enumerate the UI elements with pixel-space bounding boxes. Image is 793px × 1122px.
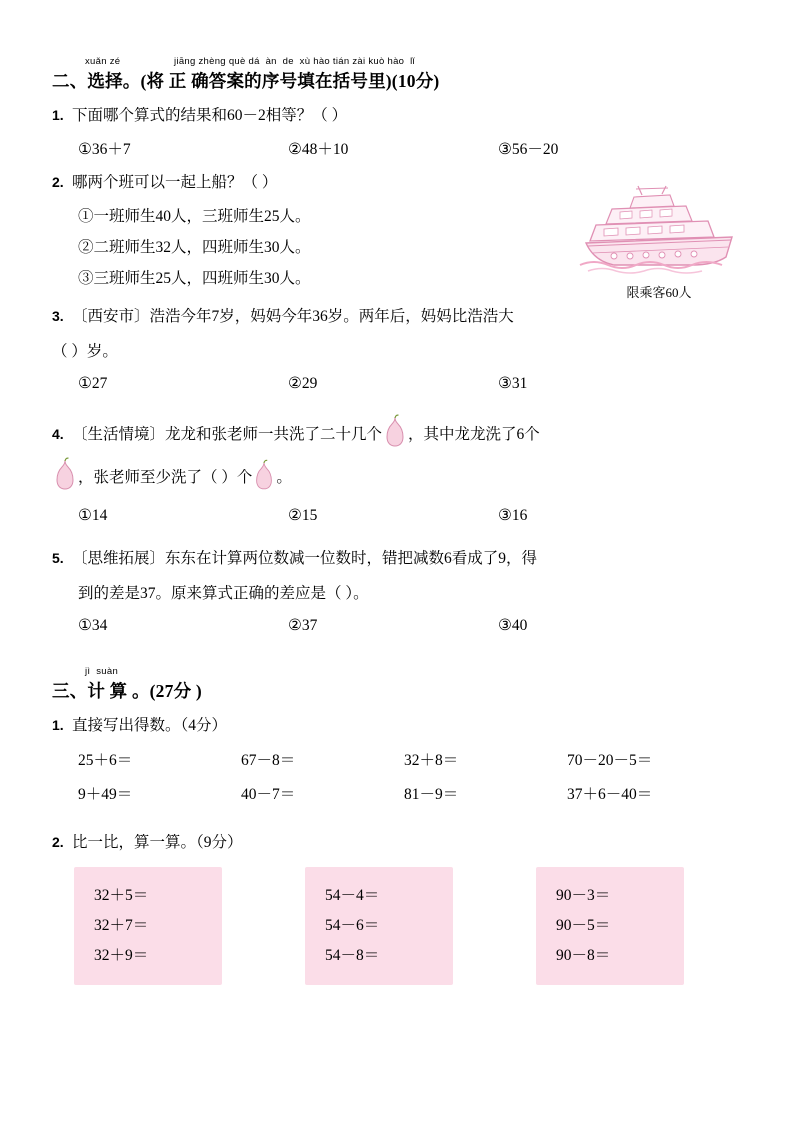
question-4-text-c: ，张老师至少洗了（ ）个 [78,469,253,486]
calc-1-item-3[interactable]: 32＋8＝ [404,752,459,769]
question-5-options [52,610,742,642]
calc-2-box-2 [305,867,453,985]
question-1-option-2[interactable]: ②48＋10 [288,141,349,158]
question-3-text-cont: （ ）岁。 [52,343,118,360]
question-5 [52,542,742,575]
calc-1-row-2 [52,778,742,812]
calc-2-box-1-item-1[interactable]: 32＋5＝ [94,887,149,904]
section-3-heading: 三、计 算 。(27分 ) [52,681,202,701]
question-3 [52,300,742,333]
boat-illustration-wrap [569,185,749,301]
question-3-option-3[interactable]: ③31 [498,375,528,392]
question-3-option-2[interactable]: ②29 [288,375,318,392]
question-4-text-b: ，其中龙龙洗了6个 [408,426,540,443]
calc-2-box-1 [74,867,222,985]
question-4-option-3[interactable]: ③16 [498,507,528,524]
question-3-number: 3. [52,308,64,324]
section-2-pinyin-row [52,56,742,68]
question-2-choice-1[interactable]: ①一班师生40人，三班师生25人。 [78,208,311,225]
question-4-options [52,500,742,532]
question-1-options [52,134,742,166]
calc-1 [52,709,742,742]
question-5-number: 5. [52,550,64,566]
calc-1-number: 1. [52,717,64,733]
question-4-text-a: 〔生活情境〕龙龙和张老师一共洗了二十几个 [72,426,383,443]
pear-icon [382,414,408,448]
question-2-choice-2[interactable]: ②二班师生32人，四班师生30人。 [78,239,311,256]
calc-2-box-3-item-2[interactable]: 90－5＝ [556,917,611,934]
question-4-option-1[interactable]: ①14 [78,507,108,524]
question-2-number: 2. [52,174,64,190]
section-3-pinyin-row [52,666,742,678]
question-1-number: 1. [52,107,64,123]
calc-2-box-2-item-1[interactable]: 54－4＝ [325,887,380,904]
calc-2-title: 比一比，算一算。（9分） [72,834,243,851]
pear-icon-2 [52,457,78,491]
question-4 [52,414,742,455]
question-4-number: 4. [52,426,64,442]
calc-2-box-3 [536,867,684,985]
calc-2 [52,826,742,859]
question-3-text: 〔西安市〕浩浩今年7岁，妈妈今年36岁。两年后，妈妈比浩浩大 [72,308,514,325]
calc-1-row-1 [52,744,742,778]
question-4-option-2[interactable]: ②15 [288,507,318,524]
section-2-heading: 二、选择。(将 正 确答案的序号填在括号里)(10分) [52,71,440,91]
question-2-choice-3[interactable]: ③三班师生25人，四班师生30人。 [78,270,311,287]
calc-1-item-5[interactable]: 9＋49＝ [78,786,133,803]
calc-2-box-2-item-2[interactable]: 54－6＝ [325,917,380,934]
calc-1-item-8[interactable]: 37＋6－40＝ [567,786,653,803]
calc-2-box-1-item-2[interactable]: 32＋7＝ [94,917,149,934]
pinyin-jiangzhengque: jiāng zhèng què dá àn de xù hào tián zài kuò hào lǐ [174,56,415,67]
question-2-text: 哪两个班可以一起上船？（ ） [72,174,278,191]
calc-2-number: 2. [52,834,64,850]
calc-2-boxes [52,867,742,985]
question-3-options [52,368,742,400]
boat-caption: 限乘客60人 [626,285,692,300]
question-5-text: 〔思维拓展〕东东在计算两位数减一位数时，错把减数6看成了9，得 [72,550,538,567]
calc-1-item-1[interactable]: 25＋6＝ [78,752,133,769]
question-4-text-d: 。 [276,469,292,486]
calc-1-title: 直接写出得数。（4分） [72,717,228,734]
question-1 [52,99,742,132]
calc-2-box-1-item-3[interactable]: 32＋9＝ [94,947,149,964]
question-1-option-1[interactable]: ①36＋7 [78,141,131,158]
calc-1-item-6[interactable]: 40－7＝ [241,786,296,803]
pear-icon-3 [252,459,276,491]
calc-2-box-3-item-1[interactable]: 90－3＝ [556,887,611,904]
boat-icon [574,262,744,279]
question-4-line2 [52,457,742,498]
calc-2-box-2-item-3[interactable]: 54－8＝ [325,947,380,964]
question-5-text-cont: 到的差是37。原来算式正确的差应是（ ）。 [78,585,369,602]
pinyin-xuanze: xuǎn zé [85,56,121,67]
calc-1-item-7[interactable]: 81－9＝ [404,786,459,803]
pinyin-jisuan: jì suàn [85,666,119,677]
question-5-option-2[interactable]: ②37 [288,617,318,634]
calc-1-item-2[interactable]: 67－8＝ [241,752,296,769]
question-1-text: 下面哪个算式的结果和60－2相等？（ ） [72,107,348,124]
question-5-option-1[interactable]: ①34 [78,617,108,634]
calc-1-item-4[interactable]: 70－20－5＝ [567,752,653,769]
question-1-option-3[interactable]: ③56－20 [498,141,559,158]
question-3-option-1[interactable]: ①27 [78,375,108,392]
calc-2-box-3-item-3[interactable]: 90－8＝ [556,947,611,964]
question-5-option-3[interactable]: ③40 [498,617,528,634]
